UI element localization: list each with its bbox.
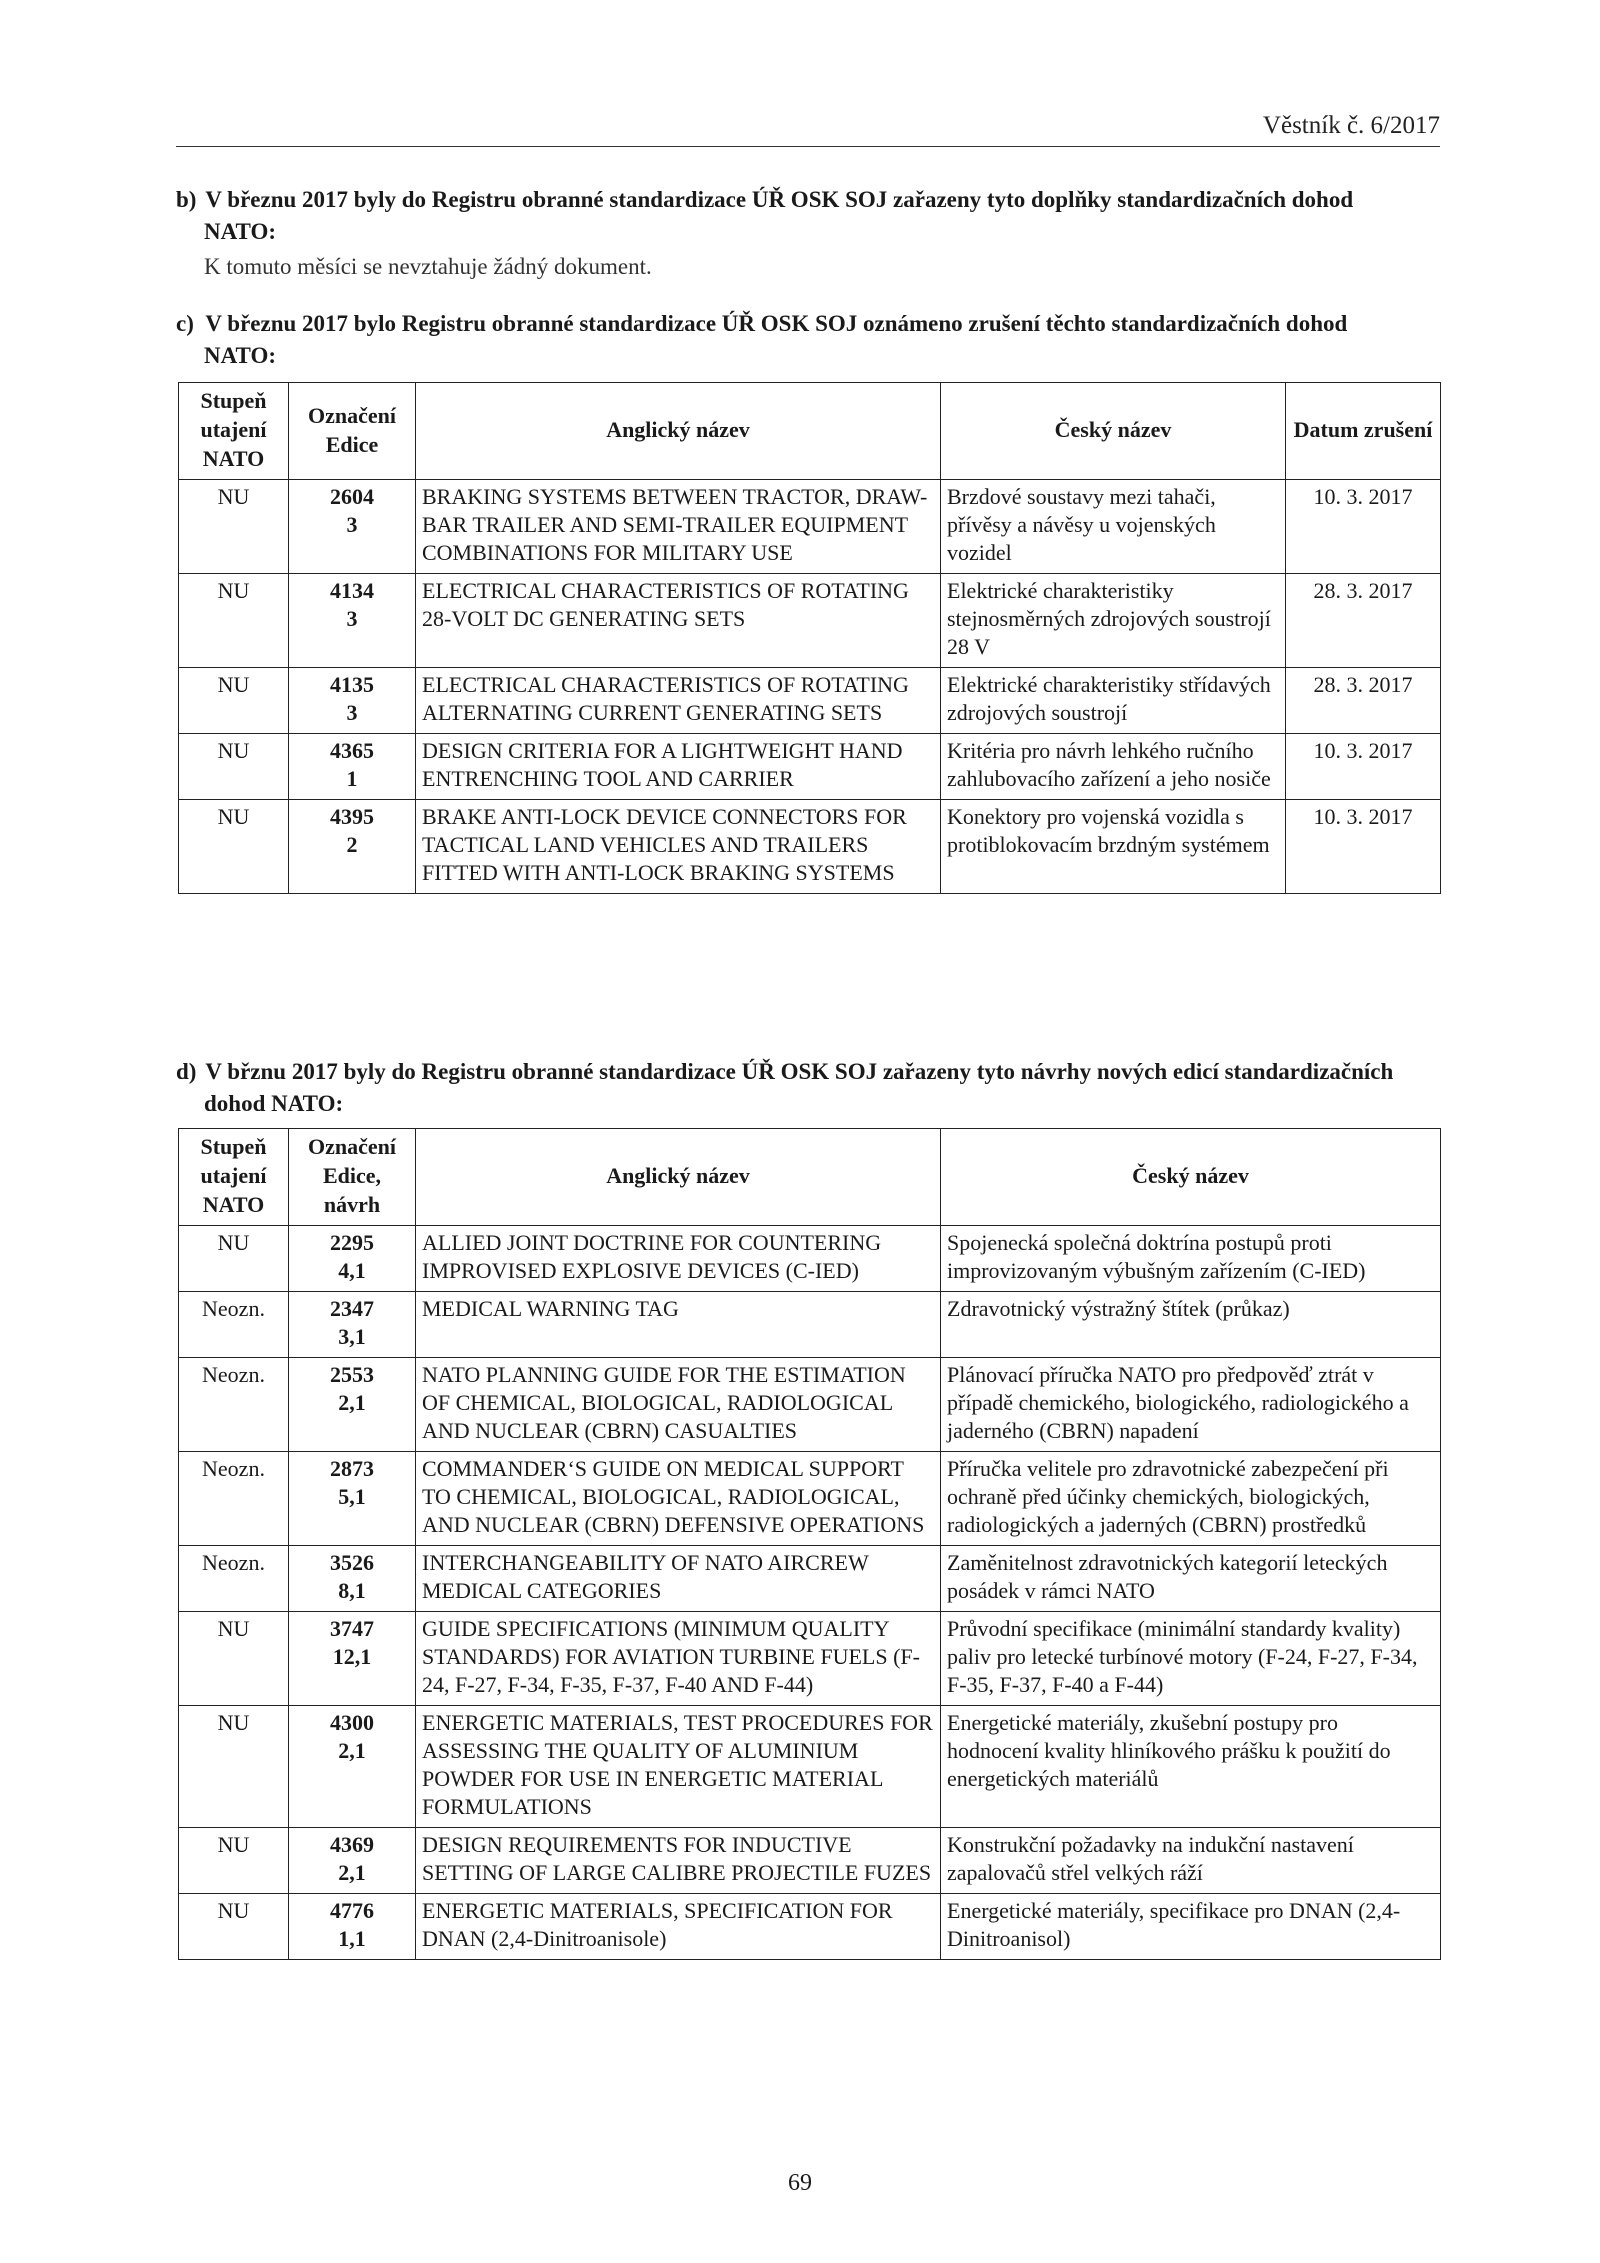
- edition-number: 5,1: [338, 1484, 366, 1509]
- classification-cell: NU: [179, 1226, 289, 1292]
- czech-title-cell: Plánovací příručka NATO pro předpověď ztrát v případě chemického, biologického, radiologického a jaderného (CBRN) napadení: [941, 1358, 1441, 1452]
- english-title-cell: MEDICAL WARNING TAG: [416, 1292, 941, 1358]
- edition-number: 3: [346, 512, 358, 537]
- designation-cell: [289, 574, 416, 668]
- header-rule: [176, 146, 1440, 147]
- section-b-label: b): [176, 187, 197, 212]
- english-title-cell: DESIGN CRITERIA FOR A LIGHTWEIGHT HAND ENTRENCHING TOOL AND CARRIER: [416, 734, 941, 800]
- designation-cell: [289, 800, 416, 894]
- edition-number: 8,1: [338, 1578, 366, 1603]
- edition-number: 4,1: [338, 1258, 366, 1283]
- edition-number: 2,1: [338, 1860, 366, 1885]
- designation-cell: [289, 668, 416, 734]
- classification-cell: NU: [179, 480, 289, 574]
- designation-cell: [289, 1292, 416, 1358]
- designation-cell: [289, 1226, 416, 1292]
- czech-title-cell: Energetické materiály, zkušební postupy pro hodnocení kvality hliníkového prášku k použití do energetických materiálů: [941, 1706, 1441, 1828]
- cancel-date-cell: 10. 3. 2017: [1286, 480, 1441, 574]
- english-title-cell: INTERCHANGEABILITY OF NATO AIRCREW MEDICAL CATEGORIES: [416, 1546, 941, 1612]
- draft-editions-table: [178, 1128, 1441, 1960]
- page-number: 69: [788, 2170, 812, 2196]
- classification-cell: NU: [179, 1828, 289, 1894]
- english-title-cell: NATO PLANNING GUIDE FOR THE ESTIMATION OF CHEMICAL, BIOLOGICAL, RADIOLOGICAL AND NUCLEAR (CBRN) CASUALTIES: [416, 1358, 941, 1452]
- czech-title-cell: Energetické materiály, specifikace pro DNAN (2,4-Dinitroanisol): [941, 1894, 1441, 1960]
- section-b-line1: V březnu 2017 byly do Registru obranné standardizace ÚŘ OSK SOJ zařazeny tyto doplňky standardizačních dohod: [205, 187, 1354, 212]
- edition-number: 12,1: [332, 1644, 372, 1669]
- czech-title-cell: Elektrické charakteristiky střídavých zdrojových soustrojí: [941, 668, 1286, 734]
- table-row: [179, 1828, 1441, 1894]
- col-header-classification: Stupeň utajení NATO: [179, 1129, 289, 1226]
- edition-number: 3: [346, 700, 358, 725]
- stanag-number: 3526: [330, 1550, 374, 1575]
- czech-title-cell: Příručka velitele pro zdravotnické zabezpečení při ochraně před účinky chemických, biologických, radiologických a jaderných (CBRN) prostředků: [941, 1452, 1441, 1546]
- cancelled-standards-table: [178, 382, 1441, 894]
- col-header-english-title: Anglický název: [416, 383, 941, 480]
- stanag-number: 4365: [330, 738, 374, 763]
- col-header-classification: Stupeň utajení NATO: [179, 383, 289, 480]
- table-row: [179, 1292, 1441, 1358]
- edition-number: 2,1: [338, 1738, 366, 1763]
- section-d-label: d): [176, 1059, 197, 1084]
- edition-number: 2: [346, 832, 358, 857]
- english-title-cell: GUIDE SPECIFICATIONS (MINIMUM QUALITY STANDARDS) FOR AVIATION TURBINE FUELS (F-24, F-27, F-34, F-35, F-37, F-40 AND F-44): [416, 1612, 941, 1706]
- stanag-number: 4395: [330, 804, 374, 829]
- czech-title-cell: Spojenecká společná doktrína postupů proti improvizovaným výbušným zařízením (C-IED): [941, 1226, 1441, 1292]
- section-d-line1: V břznu 2017 byly do Registru obranné standardizace ÚŘ OSK SOJ zařazeny tyto návrhy nových edicí standardizačních: [205, 1059, 1394, 1084]
- cancel-date-cell: 28. 3. 2017: [1286, 668, 1441, 734]
- classification-cell: NU: [179, 1612, 289, 1706]
- table-row: [179, 1894, 1441, 1960]
- czech-title-cell: Konstrukční požadavky na indukční nastavení zapalovačů střel velkých ráží: [941, 1828, 1441, 1894]
- english-title-cell: ELECTRICAL CHARACTERISTICS OF ROTATING ALTERNATING CURRENT GENERATING SETS: [416, 668, 941, 734]
- section-d-heading: [176, 1056, 1440, 1120]
- stanag-number: 4776: [330, 1898, 374, 1923]
- cancel-date-cell: 28. 3. 2017: [1286, 574, 1441, 668]
- edition-number: 1: [346, 766, 358, 791]
- stanag-number: 2295: [330, 1230, 374, 1255]
- cancel-date-cell: 10. 3. 2017: [1286, 800, 1441, 894]
- english-title-cell: COMMANDER‘S GUIDE ON MEDICAL SUPPORT TO CHEMICAL, BIOLOGICAL, RADIOLOGICAL, AND NUCLEAR (CBRN) DEFENSIVE OPERATIONS: [416, 1452, 941, 1546]
- designation-cell: [289, 1612, 416, 1706]
- stanag-number: 4134: [330, 578, 374, 603]
- czech-title-cell: Konektory pro vojenská vozidla s protiblokovacím brzdným systémem: [941, 800, 1286, 894]
- stanag-number: 4135: [330, 672, 374, 697]
- designation-cell: [289, 1452, 416, 1546]
- table-row: [179, 480, 1441, 574]
- edition-number: 3: [346, 606, 358, 631]
- czech-title-cell: Průvodní specifikace (minimální standardy kvality) paliv pro letecké turbínové motory (F-24, F-27, F-34, F-35, F-37, F-40 a F-44): [941, 1612, 1441, 1706]
- designation-cell: [289, 1546, 416, 1612]
- table-row: [179, 574, 1441, 668]
- col-header-english-title: Anglický název: [416, 1129, 941, 1226]
- table-row: [179, 800, 1441, 894]
- running-head: Věstník č. 6/2017: [1262, 112, 1440, 139]
- english-title-cell: ENERGETIC MATERIALS, TEST PROCEDURES FOR ASSESSING THE QUALITY OF ALUMINIUM POWDER FOR USE IN ENERGETIC MATERIAL FORMULATIONS: [416, 1706, 941, 1828]
- section-c-line2: NATO:: [204, 343, 276, 368]
- english-title-cell: BRAKE ANTI-LOCK DEVICE CONNECTORS FOR TACTICAL LAND VEHICLES AND TRAILERS FITTED WITH ANTI-LOCK BRAKING SYSTEMS: [416, 800, 941, 894]
- classification-cell: Neozn.: [179, 1546, 289, 1612]
- table-row: [179, 734, 1441, 800]
- table-c-header-row: [179, 383, 1441, 480]
- cancel-date-cell: 10. 3. 2017: [1286, 734, 1441, 800]
- czech-title-cell: Kritéria pro návrh lehkého ručního zahlubovacího zařízení a jeho nosiče: [941, 734, 1286, 800]
- classification-cell: Neozn.: [179, 1452, 289, 1546]
- classification-cell: NU: [179, 1894, 289, 1960]
- classification-cell: Neozn.: [179, 1358, 289, 1452]
- table-row: [179, 1452, 1441, 1546]
- designation-cell: [289, 1828, 416, 1894]
- classification-cell: Neozn.: [179, 1292, 289, 1358]
- classification-cell: NU: [179, 734, 289, 800]
- col-header-cancel-date: Datum zrušení: [1286, 383, 1441, 480]
- table-d-header-row: [179, 1129, 1441, 1226]
- classification-cell: NU: [179, 1706, 289, 1828]
- designation-cell: [289, 480, 416, 574]
- stanag-number: 3747: [330, 1616, 374, 1641]
- table-row: [179, 668, 1441, 734]
- english-title-cell: ALLIED JOINT DOCTRINE FOR COUNTERING IMPROVISED EXPLOSIVE DEVICES (C-IED): [416, 1226, 941, 1292]
- col-header-czech-title: Český název: [941, 1129, 1441, 1226]
- table-row: [179, 1226, 1441, 1292]
- col-header-designation: Označení Edice, návrh: [289, 1129, 416, 1226]
- designation-cell: [289, 1706, 416, 1828]
- stanag-number: 2553: [330, 1362, 374, 1387]
- edition-number: 3,1: [338, 1324, 366, 1349]
- stanag-number: 2873: [330, 1456, 374, 1481]
- english-title-cell: BRAKING SYSTEMS BETWEEN TRACTOR, DRAW-BAR TRAILER AND SEMI-TRAILER EQUIPMENT COMBINATIONS FOR MILITARY USE: [416, 480, 941, 574]
- section-c-label: c): [176, 311, 194, 336]
- english-title-cell: DESIGN REQUIREMENTS FOR INDUCTIVE SETTING OF LARGE CALIBRE PROJECTILE FUZES: [416, 1828, 941, 1894]
- stanag-number: 2347: [330, 1296, 374, 1321]
- classification-cell: NU: [179, 668, 289, 734]
- stanag-number: 2604: [330, 484, 374, 509]
- classification-cell: NU: [179, 800, 289, 894]
- stanag-number: 4300: [330, 1710, 374, 1735]
- english-title-cell: ELECTRICAL CHARACTERISTICS OF ROTATING 28-VOLT DC GENERATING SETS: [416, 574, 941, 668]
- edition-number: 1,1: [338, 1926, 366, 1951]
- classification-cell: NU: [179, 574, 289, 668]
- czech-title-cell: Elektrické charakteristiky stejnosměrných zdrojových soustrojí 28 V: [941, 574, 1286, 668]
- section-b-heading: [176, 184, 1440, 248]
- table-row: [179, 1358, 1441, 1452]
- designation-cell: [289, 1894, 416, 1960]
- section-d-line2: dohod NATO:: [204, 1091, 344, 1116]
- czech-title-cell: Brzdové soustavy mezi tahači, přívěsy a návěsy u vojenských vozidel: [941, 480, 1286, 574]
- stanag-number: 4369: [330, 1832, 374, 1857]
- designation-cell: [289, 734, 416, 800]
- section-b-line2: NATO:: [204, 219, 276, 244]
- col-header-designation: Označení Edice: [289, 383, 416, 480]
- table-row: [179, 1546, 1441, 1612]
- section-c-line1: V březnu 2017 bylo Registru obranné standardizace ÚŘ OSK SOJ oznámeno zrušení těchto standardizačních dohod: [205, 311, 1348, 336]
- czech-title-cell: Zdravotnický výstražný štítek (průkaz): [941, 1292, 1441, 1358]
- designation-cell: [289, 1358, 416, 1452]
- table-row: [179, 1612, 1441, 1706]
- table-row: [179, 1706, 1441, 1828]
- section-b-note: K tomuto měsíci se nevztahuje žádný dokument.: [204, 254, 652, 279]
- section-c-heading: [176, 308, 1440, 372]
- edition-number: 2,1: [338, 1390, 366, 1415]
- english-title-cell: ENERGETIC MATERIALS, SPECIFICATION FOR DNAN (2,4-Dinitroanisole): [416, 1894, 941, 1960]
- czech-title-cell: Zaměnitelnost zdravotnických kategorií leteckých posádek v rámci NATO: [941, 1546, 1441, 1612]
- col-header-czech-title: Český název: [941, 383, 1286, 480]
